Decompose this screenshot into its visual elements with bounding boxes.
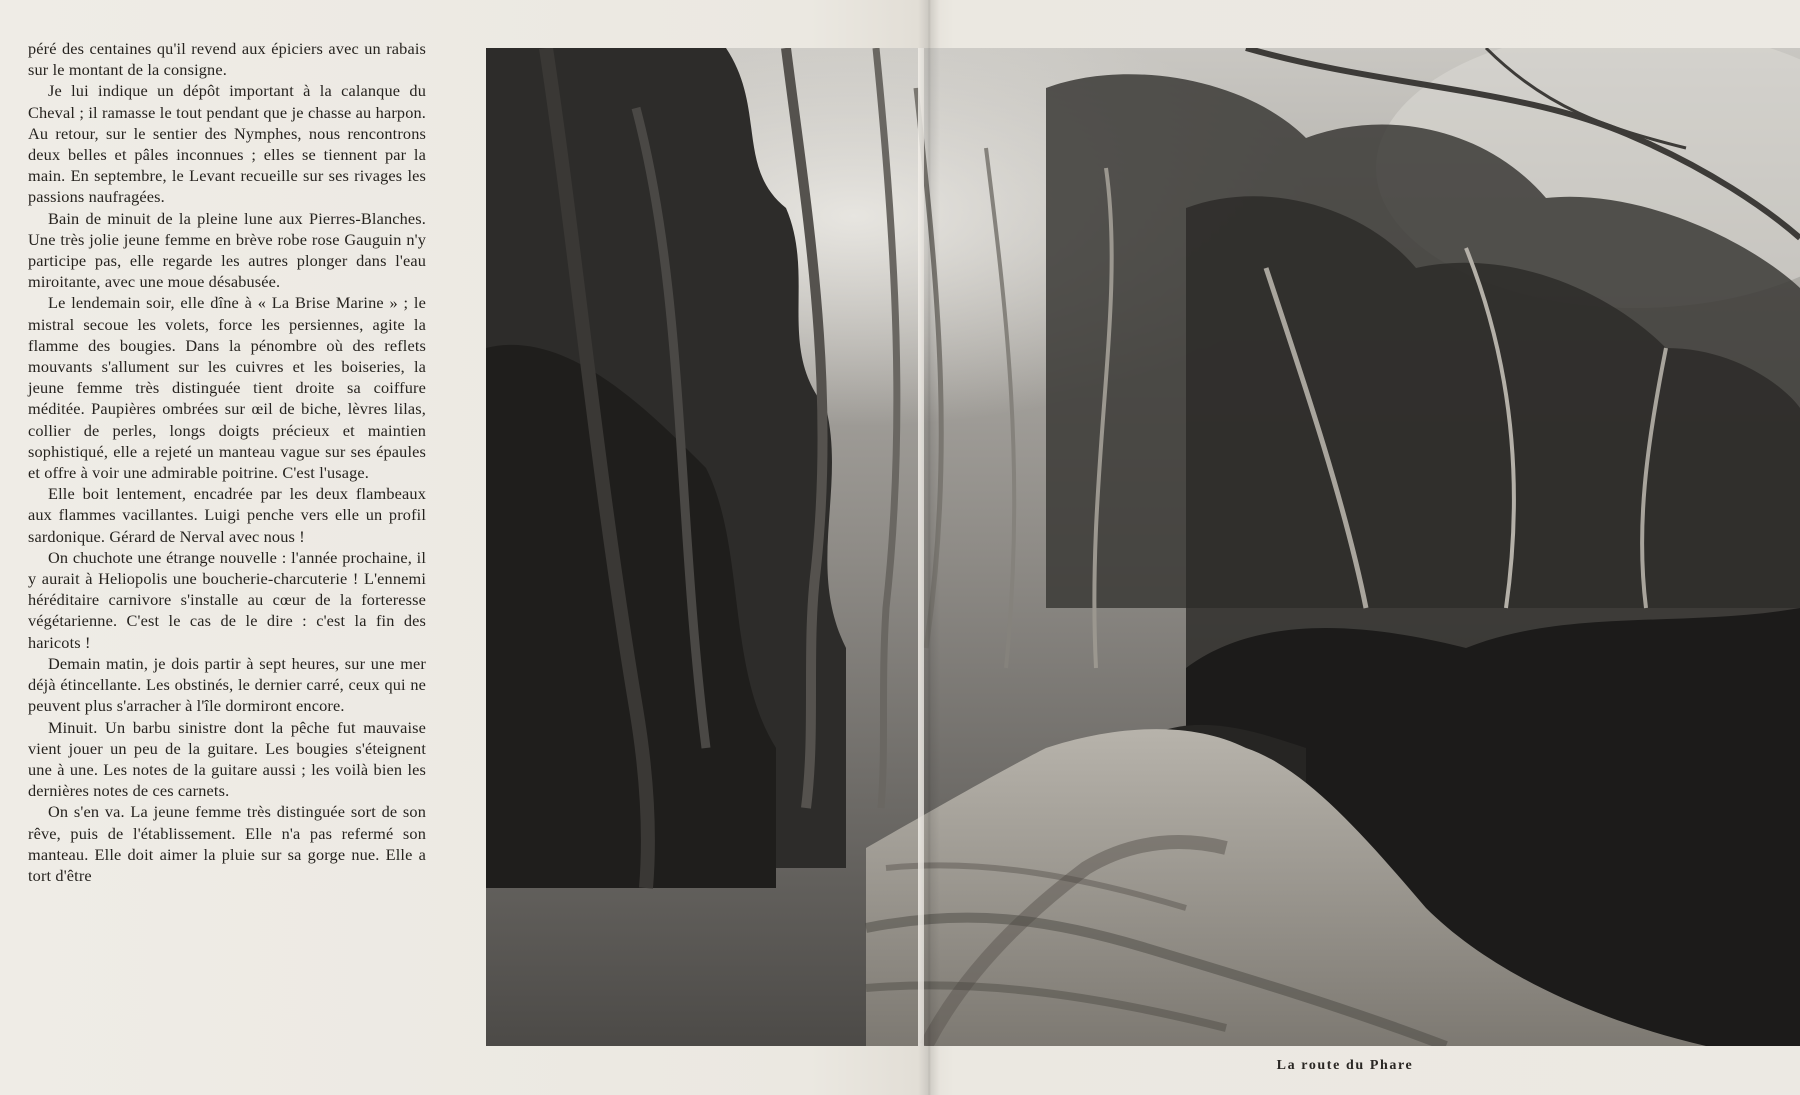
paragraph: Elle boit lentement, encadrée par les deux flambeaux aux flammes vacillantes. Luigi penche vers elle un profil sardonique. Gérard de Nerval avec nous ! <box>28 484 426 546</box>
paragraph: On chuchote une étrange nouvelle : l'année prochaine, il y aurait à Heliopolis une boucherie-charcuterie ! L'ennemi héréditaire carnivore s'installe au cœur de la forteresse végétarienne. C'est le cas de le dire : c'est la fin des haricots ! <box>28 547 426 652</box>
page-fold-shadow <box>918 0 940 1095</box>
paragraph: Bain de minuit de la pleine lune aux Pierres-Blanches. Une très jolie jeune femme en brève robe rose Gauguin n'y participe pas, elle regarde les autres plonger dans l'eau miroitante, avec une moue désabusée. <box>28 208 426 292</box>
paragraph: Le lendemain soir, elle dîne à « La Brise Marine » ; le mistral secoue les volets, force les persiennes, agite la flamme des bougies. Dans la pénombre où des reflets mouvants s'allument sur les cuivres et les boiseries, la jeune femme très distinguée tient droite sa coiffure méditée. Paupières ombrées sur œil de biche, lèvres lilas, collier de perles, longs doigts précieux et maintien sophistiqué, elle a rejeté un manteau vague sur ses épaules et offre à voir une admirable poitrine. C'est l'usage. <box>28 293 426 483</box>
paragraph: Minuit. Un barbu sinistre dont la pêche fut mauvaise vient jouer un peu de la guitare. Les bougies s'éteignent une à une. Les notes de la guitare aussi ; les voilà bien les dernières notes de ces carnets. <box>28 717 426 801</box>
forest-path-photo <box>486 48 1800 1046</box>
paragraph: péré des centaines qu'il revend aux épiciers avec un rabais sur le montant de la consigne. <box>28 39 426 80</box>
paragraph: On s'en va. La jeune femme très distinguée sort de son rêve, puis de l'établissement. Elle n'a pas refermé son manteau. Elle doit aimer la pluie sur sa gorge nue. Elle a tort d'être <box>28 802 426 885</box>
photo-caption: La route du Phare <box>1276 1058 1414 1073</box>
article-text-column <box>28 38 426 1058</box>
paragraph: Demain matin, je dois partir à sept heures, sur une mer déjà étincellante. Les obstinés, le dernier carré, ceux qui ne peuvent plus s'arracher à l'île dormiront encore. <box>28 653 426 716</box>
paragraph: Je lui indique un dépôt important à la calanque du Cheval ; il ramasse le tout pendant que je chasse au harpon. Au retour, sur le sentier des Nymphes, nous rencontrons deux belles et pâles inconnues ; elles se tiennent par la main. En septembre, le Levant recueille sur ses rivages les passions naufragées. <box>28 81 426 207</box>
